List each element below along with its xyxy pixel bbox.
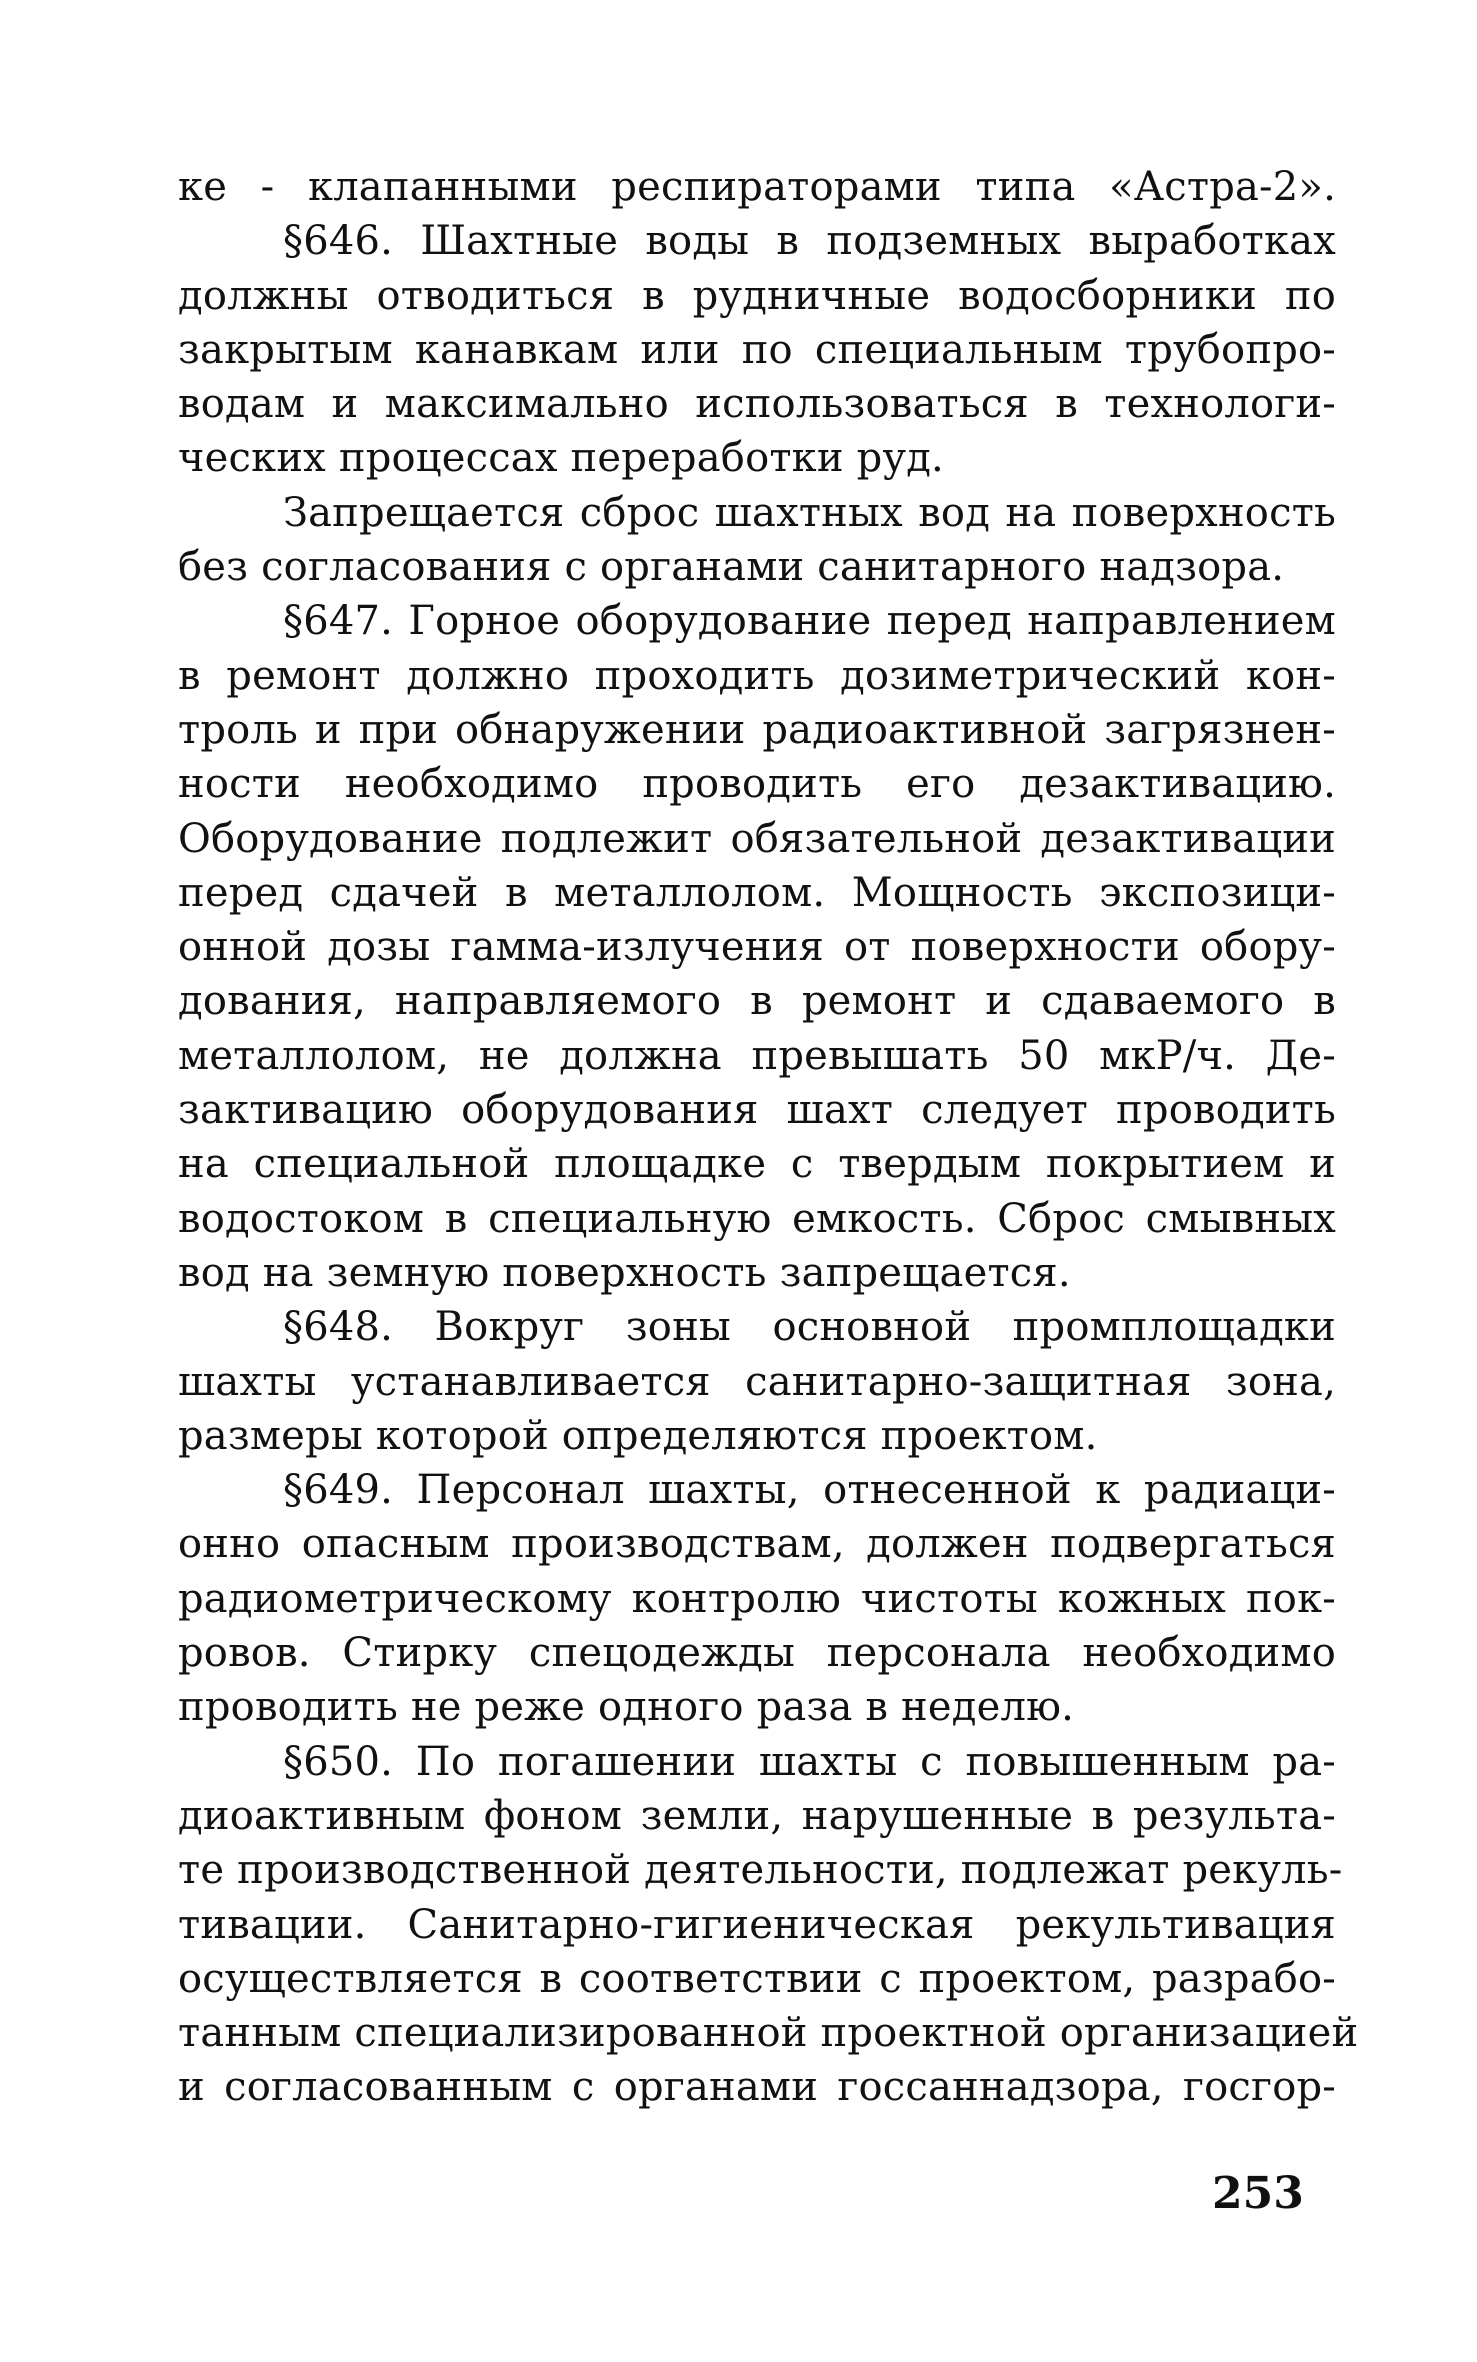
text-line: закрытым канавкам или по специальным трубопро- bbox=[178, 326, 1336, 373]
text-line: проводить не реже одного раза в неделю. bbox=[178, 1684, 1075, 1731]
text-line: те производственной деятельности, подлежат рекуль- bbox=[178, 1847, 1343, 1894]
text-line: осуществляется в соответствии с проектом, разрабо- bbox=[178, 1955, 1336, 2002]
text-line: радиометрическому контролю чистоты кожных пок- bbox=[178, 1575, 1336, 1622]
text-line: троль и при обнаружении радиоактивной загрязнен- bbox=[178, 706, 1336, 753]
text-line: ке - клапанными респираторами типа «Астра-2». bbox=[178, 164, 1336, 210]
text-line: ческих процессах переработки руд. bbox=[178, 435, 944, 482]
text-line: танным специализированной проектной организацией bbox=[178, 2010, 1359, 2057]
page-number: 253 bbox=[1212, 2168, 1304, 2219]
text-line: в ремонт должно проходить дозиметрический кон- bbox=[178, 652, 1336, 699]
text-line: ности необходимо проводить его дезактивацию. bbox=[178, 761, 1336, 808]
text-line: вод на земную поверхность запрещается. bbox=[178, 1249, 1071, 1296]
text-line: размеры которой определяются проектом. bbox=[178, 1412, 1098, 1459]
text-line: должны отводиться в рудничные водосборники по bbox=[178, 272, 1336, 319]
text-line: Оборудование подлежит обязательной дезактивации bbox=[178, 815, 1336, 862]
text-line: диоактивным фоном земли, нарушенные в результа- bbox=[178, 1792, 1336, 1839]
text-line: §646. Шахтные воды в подземных выработках bbox=[283, 218, 1336, 265]
text-line: ровов. Стирку спецодежды персонала необходимо bbox=[178, 1630, 1336, 1677]
text-line: металлолом, не должна превышать 50 мкР/ч. Де- bbox=[178, 1032, 1336, 1079]
body-text bbox=[178, 160, 1359, 2115]
text-line: перед сдачей в металлолом. Мощность экспозици- bbox=[178, 869, 1336, 916]
text-line: шахты устанавливается санитарно-защитная зона, bbox=[178, 1358, 1336, 1405]
text-line: без согласования с органами санитарного надзора. bbox=[178, 544, 1285, 591]
text-line: онной дозы гамма-излучения от поверхности обору- bbox=[178, 924, 1336, 971]
text-line: зактивацию оборудования шахт следует проводить bbox=[178, 1087, 1336, 1134]
text-line: дования, направляемого в ремонт и сдаваемого в bbox=[178, 978, 1336, 1025]
text-line: онно опасным производствам, должен подвергаться bbox=[178, 1521, 1336, 1568]
text-line: водам и максимально использоваться в технологи- bbox=[178, 381, 1336, 428]
text-line: §648. Вокруг зоны основной промплощадки bbox=[283, 1304, 1336, 1351]
text-line: на специальной площадке с твердым покрытием и bbox=[178, 1141, 1336, 1188]
text-line: и согласованным с органами госсаннадзора, госгор- bbox=[178, 2064, 1336, 2111]
text-line: водостоком в специальную емкость. Сброс смывных bbox=[178, 1195, 1336, 1242]
text-line: §649. Персонал шахты, отнесенной к радиаци- bbox=[283, 1467, 1336, 1514]
text-line: Запрещается сброс шахтных вод на поверхность bbox=[283, 489, 1336, 536]
text-line: §650. По погашении шахты с повышенным ра- bbox=[283, 1738, 1336, 1785]
text-line: §647. Горное оборудование перед направлением bbox=[283, 598, 1336, 645]
text-line: тивации. Санитарно-гигиеническая рекультивация bbox=[178, 1901, 1336, 1948]
